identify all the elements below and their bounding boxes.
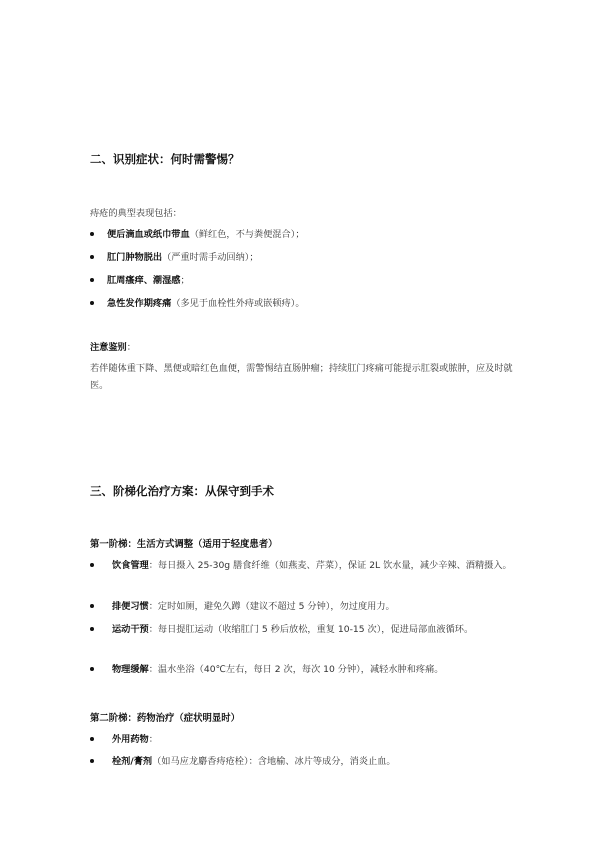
list-item-term: 便后滴血或纸巾带血: [107, 229, 190, 240]
list-item-desc: ：每日摄入 25-30g 膳食纤维（如燕麦、芹菜），保证 2L 饮水量，减少辛辣、酒精摄入。: [148, 560, 512, 571]
list-item: [90, 598, 515, 615]
list-item: [90, 661, 515, 678]
list-item-desc: （如马应龙麝香痔疮栓）：含地榆、冰片等成分，消炎止血。: [152, 756, 396, 767]
note-label-line: [90, 339, 136, 356]
bullet-icon: [90, 232, 94, 236]
list-item: [90, 621, 515, 638]
list-item-desc: ：温水坐浴（40℃左右，每日 2 次，每次 10 分钟），减轻水肿和疼痛。: [148, 664, 444, 675]
bullet-icon: [90, 667, 94, 671]
bullet-icon: [90, 278, 94, 282]
bullet-icon: [90, 604, 94, 608]
bullet-icon: [90, 563, 94, 567]
list-item: [90, 731, 515, 748]
list-item-term: 栓剂/膏剂: [112, 756, 153, 767]
note-colon: ：: [126, 342, 136, 353]
list-item: [90, 557, 515, 574]
section-heading: 三、阶梯化治疗方案：从保守到手术: [90, 484, 274, 498]
list-item-desc: ：定时如厕，避免久蹲（建议不超过 5 分钟），勿过度用力。: [148, 601, 395, 612]
list-item: [90, 272, 515, 289]
bullet-icon: [90, 301, 94, 305]
list-item-desc: （严重时需手动回纳）；: [162, 252, 259, 263]
paragraph-intro: 痔疮的典型表现包括：: [90, 208, 182, 219]
list-item: [90, 295, 515, 312]
list-item-term: 肛周瘙痒、潮湿感: [107, 275, 181, 286]
bullet-icon: [90, 627, 94, 631]
note-label: 注意鉴别: [90, 342, 127, 353]
list-item-desc: ：每日提肛运动（收缩肛门 5 秒后放松，重复 10-15 次），促进局部血液循环。: [148, 624, 474, 635]
list-item-term: 急性发作期疼痛: [107, 298, 172, 309]
list-item: [90, 226, 515, 243]
stage-title: 第二阶梯：药物治疗（症状明显时）: [90, 713, 241, 724]
list-item-desc: （鲜红色，不与粪便混合）；: [189, 229, 305, 240]
bullet-icon: [90, 737, 94, 741]
list-item-term: 排便习惯: [112, 601, 149, 612]
list-item-term: 肛门肿物脱出: [107, 252, 163, 263]
list-item: [90, 249, 515, 266]
list-item-desc: ；: [180, 275, 190, 286]
bullet-icon: [90, 255, 94, 259]
stage-title: 第一阶梯：生活方式调整（适用于轻度患者）: [90, 539, 278, 550]
section-heading: 二、识别症状：何时需警惕？: [90, 152, 240, 166]
list-item-term: 外用药物: [112, 734, 149, 745]
list-item-term: 运动干预: [112, 624, 149, 635]
note-text: 若伴随体重下降、黑便或暗红色血便，需警惕结直肠肿瘤；持续肛门疼痛可能提示肛裂或脓肿，应及时就医。: [90, 363, 513, 391]
list-item-term: 饮食管理: [112, 560, 149, 571]
list-item-desc: ：: [148, 734, 158, 745]
list-item: [90, 753, 515, 770]
list-item-term: 物理缓解: [112, 664, 149, 675]
bullet-icon: [90, 759, 94, 763]
list-item-desc: （多见于血栓性外痔或嵌顿痔）。: [171, 298, 305, 309]
